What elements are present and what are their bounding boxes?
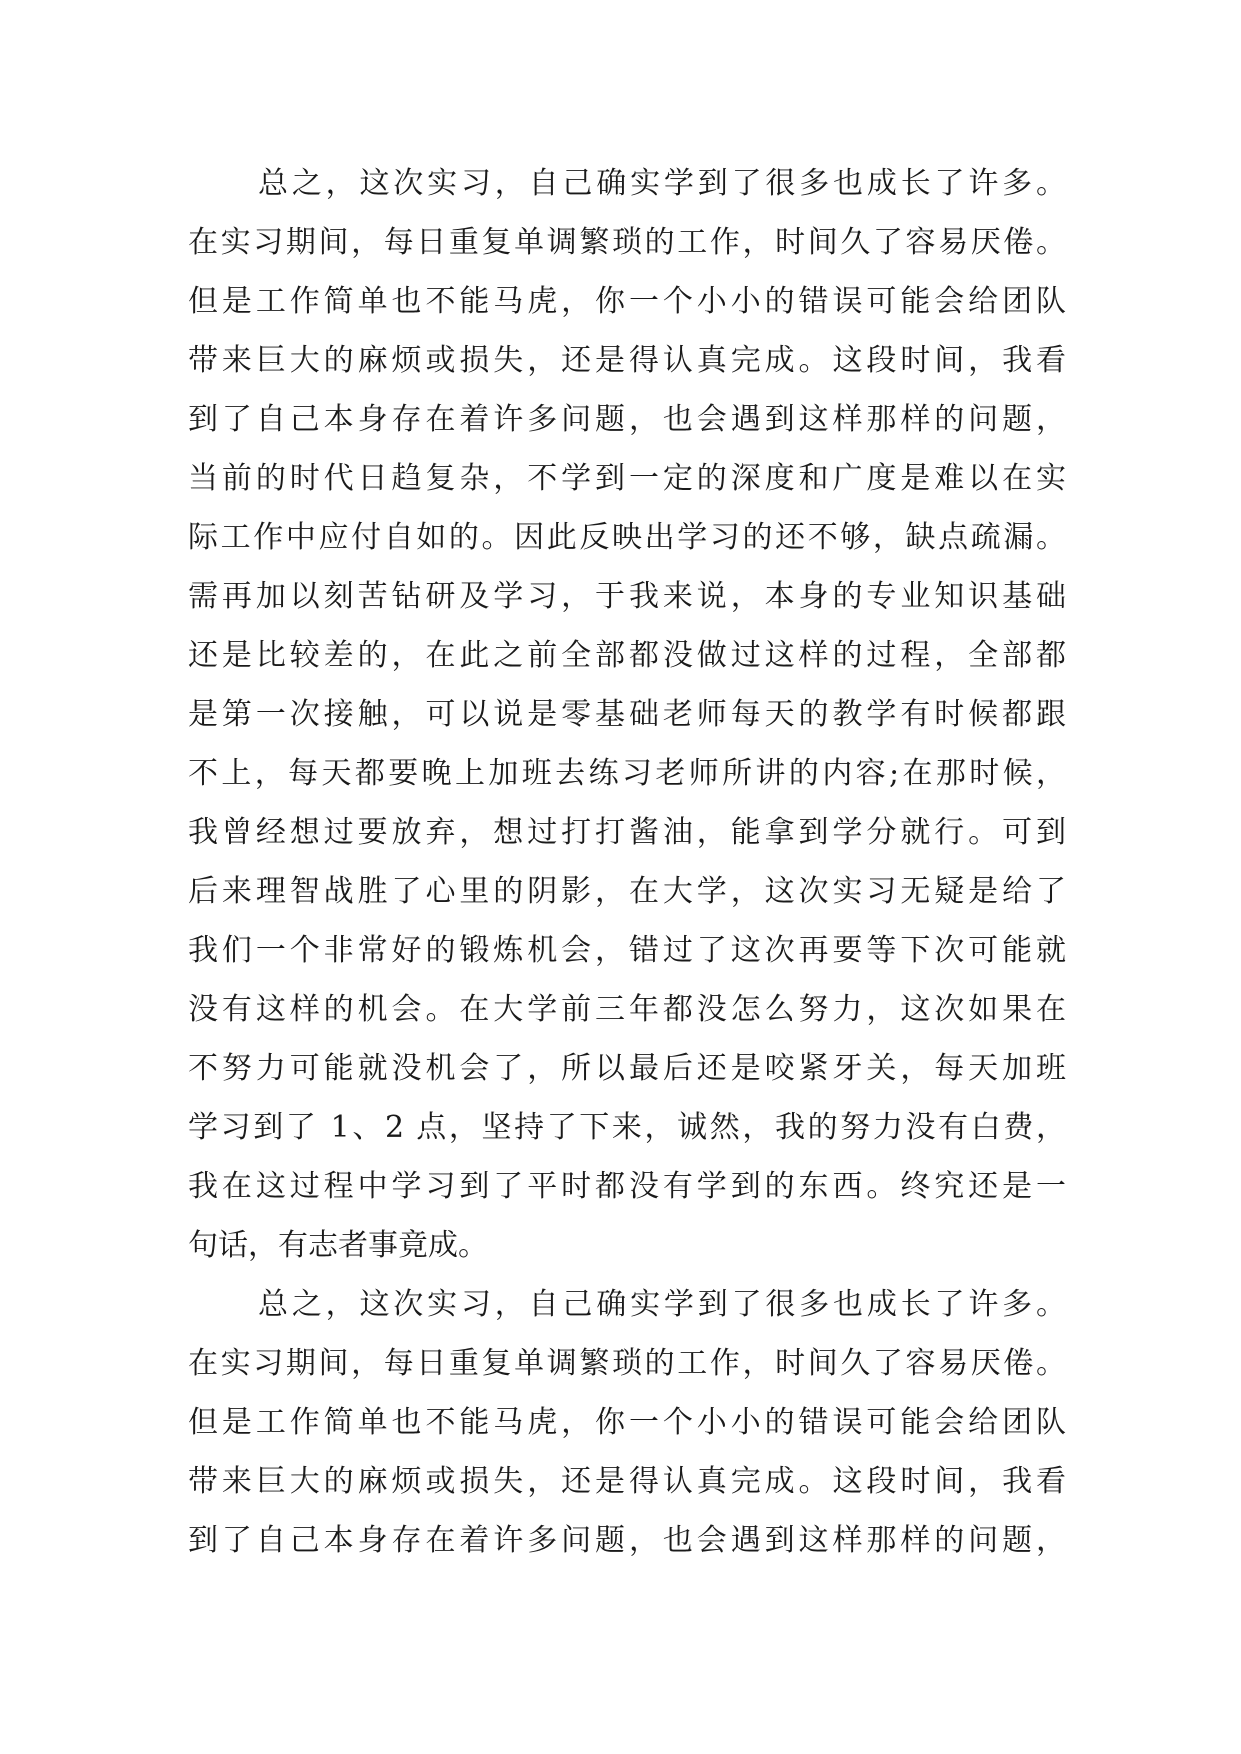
paragraph [188, 154, 1066, 1275]
text-line: 我们一个非常好的锻炼机会，错过了这次再要等下次可能就 [188, 933, 1066, 968]
text-line: 句话，有志者事竟成。 [188, 1228, 488, 1263]
text-line: 到了自己本身存在着许多问题，也会遇到这样那样的问题， [188, 1523, 1066, 1558]
text-line: 总之，这次实习，自己确实学到了很多也成长了许多。 [258, 166, 1066, 201]
text-line: 际工作中应付自如的。因此反映出学习的还不够，缺点疏漏。 [188, 520, 1066, 555]
text-line: 在实习期间，每日重复单调繁琐的工作，时间久了容易厌倦。 [188, 1346, 1066, 1381]
text-line: 后来理智战胜了心里的阴影，在大学，这次实习无疑是给了 [188, 874, 1066, 909]
text-line: 不上，每天都要晚上加班去练习老师所讲的内容;在那时候， [188, 756, 1066, 791]
text-line: 但是工作简单也不能马虎，你一个小小的错误可能会给团队 [188, 1405, 1066, 1440]
paragraph [188, 1275, 1066, 1570]
text-line: 还是比较差的，在此之前全部都没做过这样的过程，全部都 [188, 638, 1066, 673]
text-line: 但是工作简单也不能马虎，你一个小小的错误可能会给团队 [188, 284, 1066, 319]
text-line: 没有这样的机会。在大学前三年都没怎么努力，这次如果在 [188, 992, 1066, 1027]
text-line: 需再加以刻苦钻研及学习，于我来说，本身的专业知识基础 [188, 579, 1066, 614]
text-line: 学习到了 1、2 点，坚持了下来，诚然，我的努力没有白费， [188, 1110, 1066, 1145]
text-line: 我曾经想过要放弃，想过打打酱油，能拿到学分就行。可到 [188, 815, 1066, 850]
text-line: 带来巨大的麻烦或损失，还是得认真完成。这段时间，我看 [188, 1464, 1066, 1499]
document-body [188, 154, 1066, 1570]
text-line: 是第一次接触，可以说是零基础老师每天的教学有时候都跟 [188, 697, 1066, 732]
text-line: 不努力可能就没机会了，所以最后还是咬紧牙关，每天加班 [188, 1051, 1066, 1086]
text-line: 当前的时代日趋复杂，不学到一定的深度和广度是难以在实 [188, 461, 1066, 496]
text-line: 到了自己本身存在着许多问题，也会遇到这样那样的问题， [188, 402, 1066, 437]
text-line: 带来巨大的麻烦或损失，还是得认真完成。这段时间，我看 [188, 343, 1066, 378]
text-line: 在实习期间，每日重复单调繁琐的工作，时间久了容易厌倦。 [188, 225, 1066, 260]
text-line: 我在这过程中学习到了平时都没有学到的东西。终究还是一 [188, 1169, 1066, 1204]
text-line: 总之，这次实习，自己确实学到了很多也成长了许多。 [258, 1287, 1066, 1322]
